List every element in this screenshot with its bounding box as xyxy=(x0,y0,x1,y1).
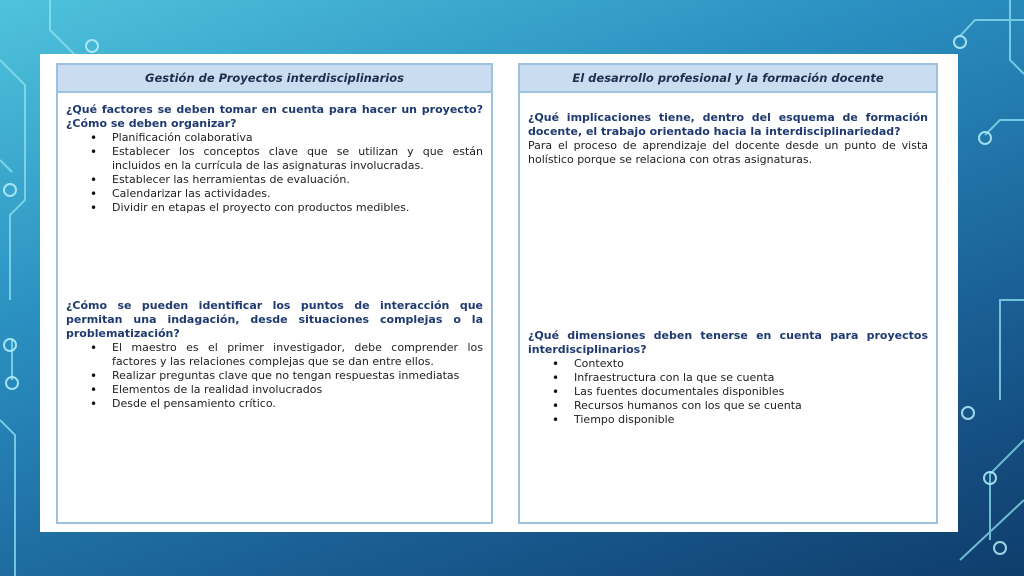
list-item: • Infraestructura con la que se cuenta xyxy=(574,371,928,385)
right-panel-header: El desarrollo profesional y la formación docente xyxy=(520,65,936,93)
left-panel xyxy=(56,63,493,524)
list-item: • Desde el pensamiento crítico. xyxy=(112,397,483,411)
left-block-2 xyxy=(66,299,483,411)
list-item: • Tiempo disponible xyxy=(574,413,928,427)
list-item: • Las fuentes documentales disponibles xyxy=(574,385,928,399)
document-sheet xyxy=(40,54,958,532)
list-item: • Realizar preguntas clave que no tengan respuestas inmediatas xyxy=(112,369,483,383)
right-question-2: ¿Qué dimensiones deben tenerse en cuenta para proyectos interdisciplinarios? xyxy=(528,329,928,356)
list-item: • Contexto xyxy=(574,357,928,371)
list-item: • Establecer los conceptos clave que se utilizan y que están incluidos en la currícula de las asignaturas involucradas. xyxy=(112,145,483,173)
left-question-2: ¿Cómo se pueden identificar los puntos de interacción que permitan una indagación, desde situaciones complejas o la problematización? xyxy=(66,299,483,340)
right-question-1: ¿Qué implicaciones tiene, dentro del esquema de formación docente, el trabajo orientado hacia la interdisciplinariedad? xyxy=(528,111,928,138)
list-item: • Recursos humanos con los que se cuenta xyxy=(574,399,928,413)
right-panel xyxy=(518,63,938,524)
left-list-2 xyxy=(66,341,483,411)
right-list-2 xyxy=(528,357,928,427)
list-item: • El maestro es el primer investigador, debe comprender los factores y las relaciones complejas que se dan entre ellos. xyxy=(112,341,483,369)
left-question-1: ¿Qué factores se deben tomar en cuenta para hacer un proyecto? ¿Cómo se deben organizar? xyxy=(66,103,483,130)
left-list-1 xyxy=(66,131,483,215)
list-item: • Dividir en etapas el proyecto con productos medibles. xyxy=(112,201,483,215)
left-panel-header: Gestión de Proyectos interdisciplinarios xyxy=(58,65,491,93)
right-block-1 xyxy=(528,111,928,167)
right-block-2 xyxy=(528,329,928,427)
list-item: • Planificación colaborativa xyxy=(112,131,483,145)
list-item: • Calendarizar las actividades. xyxy=(112,187,483,201)
right-answer-1: Para el proceso de aprendizaje del docente desde un punto de vista holístico porque se relaciona con otras asignaturas. xyxy=(528,139,928,166)
list-item: • Establecer las herramientas de evaluación. xyxy=(112,173,483,187)
left-block-1 xyxy=(66,103,483,215)
list-item: • Elementos de la realidad involucrados xyxy=(112,383,483,397)
